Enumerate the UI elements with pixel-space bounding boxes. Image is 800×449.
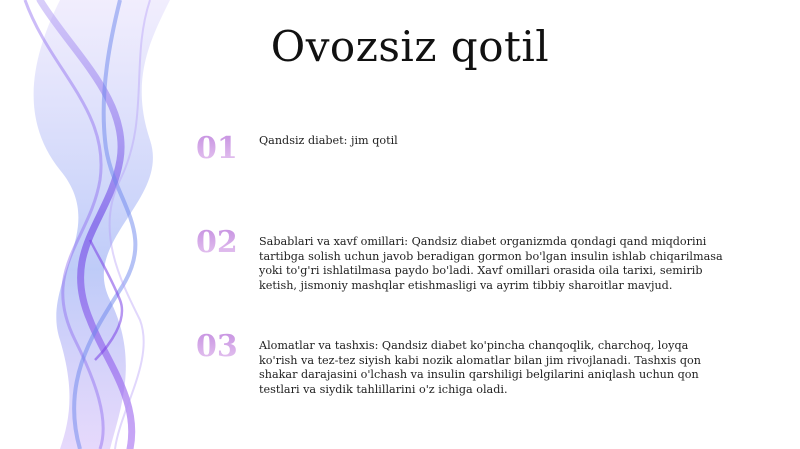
item-number: 01 [196, 131, 256, 166]
item-number: 02 [196, 225, 256, 260]
item-text: Qandsiz diabet: jim qotil [259, 134, 398, 147]
item-number: 03 [196, 329, 256, 364]
slide-title: Ovozsiz qotil [270, 22, 550, 71]
item-text: Alomatlar va tashxis: Qandsiz diabet ko'pincha chanqoqlik, charchoq, loyqa ko'rish va tez-tez siyish kabi nozik alomatlar bilan jim rivojlanadi. Tashxis qon shakar darajasini o'lchash va insulin qarshiligi belgilarini aniqlash uchun qon testlari va siydik tahlillarini o'z ichiga oladi. [259, 339, 701, 396]
decorative-smoke-wave [0, 0, 220, 449]
item-text: Sabablari va xavf omillari: Qandsiz diabet organizmda qondagi qand miqdorini tartibga solish uchun javob beradigan gormon bo'lgan insulin ishlab chiqarilmasa yoki to'g'ri ishlatilmasa paydo bo'ladi. Xavf omillari orasida oila tarixi, semirib ketish, jismoniy mashqlar etishmasligi va ayrim tibbiy sharoitlar mavjud. [259, 235, 723, 292]
